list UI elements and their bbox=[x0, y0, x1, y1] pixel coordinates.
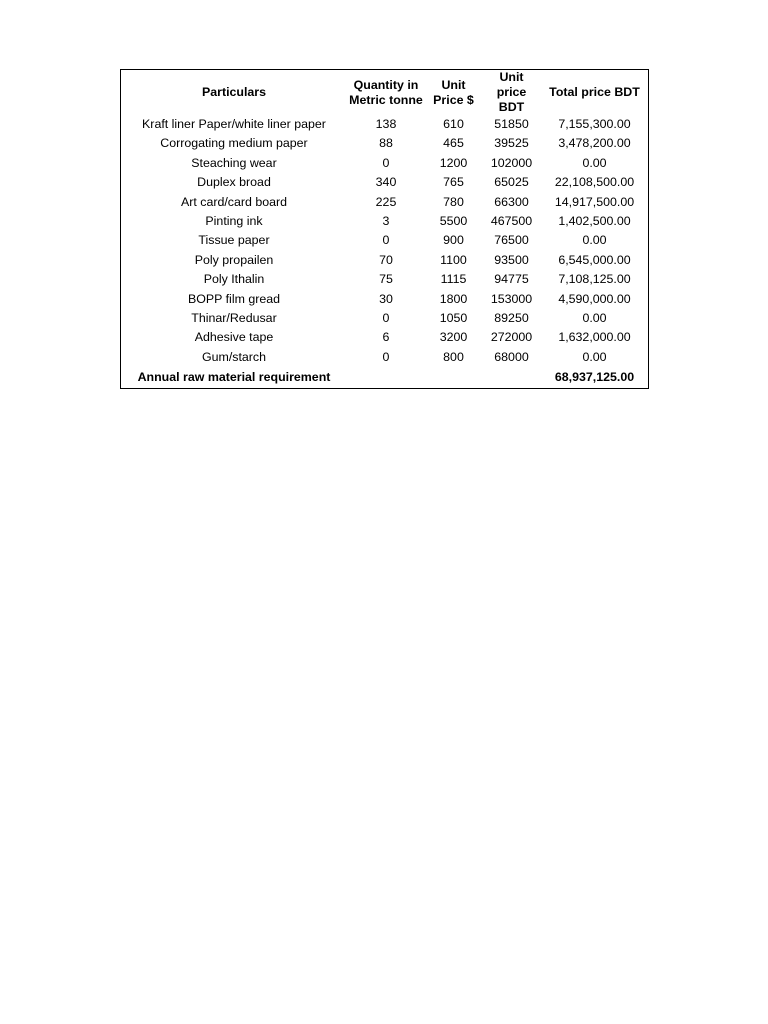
cell-quantity: 225 bbox=[375, 194, 397, 209]
header-unit-price-bdt: Unit price BDT bbox=[496, 70, 527, 114]
cell-particulars: Poly Ithalin bbox=[203, 272, 265, 287]
table-row bbox=[121, 212, 648, 231]
cell-total-price: 6,545,000.00 bbox=[558, 252, 631, 267]
cell-quantity: 6 bbox=[382, 330, 390, 345]
cell-total-price: 1,632,000.00 bbox=[558, 330, 631, 345]
cell-particulars: Thinar/Redusar bbox=[191, 311, 277, 326]
table-row bbox=[121, 251, 648, 270]
cell-particulars: Tissue paper bbox=[198, 233, 270, 248]
cell-unit-price-bdt: 93500 bbox=[494, 252, 529, 267]
total-value: 68,937,125.00 bbox=[554, 370, 635, 385]
cell-unit-price-usd: 765 bbox=[443, 175, 464, 190]
table-row bbox=[121, 348, 648, 367]
table-row bbox=[121, 173, 648, 192]
cell-unit-price-bdt: 65025 bbox=[494, 175, 529, 190]
cell-quantity: 3 bbox=[382, 214, 390, 229]
cell-quantity: 0 bbox=[382, 233, 390, 248]
cell-unit-price-usd: 610 bbox=[443, 117, 464, 131]
cell-unit-price-usd: 900 bbox=[443, 233, 464, 248]
table-row bbox=[121, 115, 648, 134]
cell-unit-price-usd: 465 bbox=[443, 136, 464, 151]
cell-unit-price-bdt: 467500 bbox=[490, 214, 533, 229]
cell-total-price: 14,917,500.00 bbox=[554, 194, 635, 209]
cell-total-price: 1,402,500.00 bbox=[558, 214, 631, 229]
cell-total-price: 0.00 bbox=[582, 349, 607, 364]
cell-particulars: Corrogating medium paper bbox=[160, 136, 308, 151]
header-unit-price-usd: Unit Price $ bbox=[433, 77, 474, 107]
cell-unit-price-usd: 3200 bbox=[439, 330, 468, 345]
cell-unit-price-bdt: 89250 bbox=[494, 311, 529, 326]
raw-material-table-frame bbox=[120, 69, 649, 389]
header-total-price: Total price BDT bbox=[549, 85, 640, 99]
table-row bbox=[121, 193, 648, 212]
cell-particulars: Pinting ink bbox=[205, 214, 263, 229]
cell-quantity: 138 bbox=[375, 117, 397, 131]
cell-unit-price-bdt: 76500 bbox=[494, 233, 529, 248]
total-label: Annual raw material requirement bbox=[137, 370, 331, 385]
cell-unit-price-usd: 1100 bbox=[440, 252, 467, 267]
cell-total-price: 0.00 bbox=[582, 311, 607, 326]
cell-particulars: Adhesive tape bbox=[194, 330, 274, 345]
cell-quantity: 88 bbox=[379, 136, 393, 151]
cell-unit-price-bdt: 39525 bbox=[494, 136, 529, 151]
cell-unit-price-bdt: 68000 bbox=[494, 349, 529, 364]
header-particulars: Particulars bbox=[201, 85, 267, 99]
cell-total-price: 7,155,300.00 bbox=[558, 117, 631, 131]
cell-quantity: 30 bbox=[379, 291, 393, 306]
cell-quantity: 0 bbox=[382, 311, 390, 326]
cell-unit-price-usd: 780 bbox=[443, 194, 464, 209]
cell-total-price: 22,108,500.00 bbox=[554, 175, 635, 190]
cell-unit-price-bdt: 272000 bbox=[490, 330, 533, 345]
cell-particulars: BOPP film gread bbox=[187, 291, 281, 306]
cell-quantity: 75 bbox=[379, 272, 393, 287]
cell-unit-price-bdt: 66300 bbox=[494, 194, 529, 209]
header-quantity: Quantity in Metric tonne bbox=[349, 77, 423, 107]
cell-unit-price-bdt: 102000 bbox=[490, 155, 533, 170]
cell-unit-price-usd: 1200 bbox=[439, 155, 468, 170]
cell-unit-price-usd: 1050 bbox=[439, 311, 468, 326]
raw-material-table bbox=[121, 70, 648, 388]
cell-particulars: Kraft liner Paper/white liner paper bbox=[142, 117, 326, 131]
table-row bbox=[121, 290, 648, 309]
cell-particulars: Art card/card board bbox=[180, 194, 288, 209]
total-row bbox=[121, 367, 648, 388]
total-empty-cell bbox=[425, 367, 482, 388]
table-row bbox=[121, 231, 648, 250]
cell-unit-price-usd: 5500 bbox=[439, 214, 468, 229]
table-row bbox=[121, 134, 648, 153]
cell-total-price: 0.00 bbox=[582, 155, 607, 170]
total-empty-cell bbox=[482, 367, 541, 388]
cell-unit-price-bdt: 153000 bbox=[490, 291, 533, 306]
cell-particulars: Steaching wear bbox=[191, 155, 277, 170]
table-row bbox=[121, 309, 648, 328]
cell-unit-price-usd: 800 bbox=[443, 349, 464, 364]
total-empty-cell bbox=[347, 367, 425, 388]
cell-unit-price-bdt: 51850 bbox=[494, 117, 529, 131]
cell-total-price: 3,478,200.00 bbox=[558, 136, 631, 151]
cell-total-price: 4,590,000.00 bbox=[558, 291, 631, 306]
cell-quantity: 0 bbox=[382, 155, 390, 170]
cell-unit-price-bdt: 94775 bbox=[494, 272, 529, 287]
table-row bbox=[121, 328, 648, 347]
cell-unit-price-usd: 1800 bbox=[439, 291, 468, 306]
cell-quantity: 0 bbox=[382, 349, 390, 364]
cell-particulars: Gum/starch bbox=[201, 349, 267, 364]
cell-quantity: 340 bbox=[375, 175, 397, 190]
cell-particulars: Duplex broad bbox=[197, 175, 271, 190]
cell-particulars: Poly propailen bbox=[194, 252, 274, 267]
cell-unit-price-usd: 1115 bbox=[440, 272, 467, 287]
table-row bbox=[121, 270, 648, 289]
cell-total-price: 7,108,125.00 bbox=[558, 272, 631, 287]
cell-total-price: 0.00 bbox=[582, 233, 607, 248]
table-row bbox=[121, 154, 648, 173]
cell-quantity: 70 bbox=[379, 252, 393, 267]
table-header-row bbox=[121, 70, 648, 115]
